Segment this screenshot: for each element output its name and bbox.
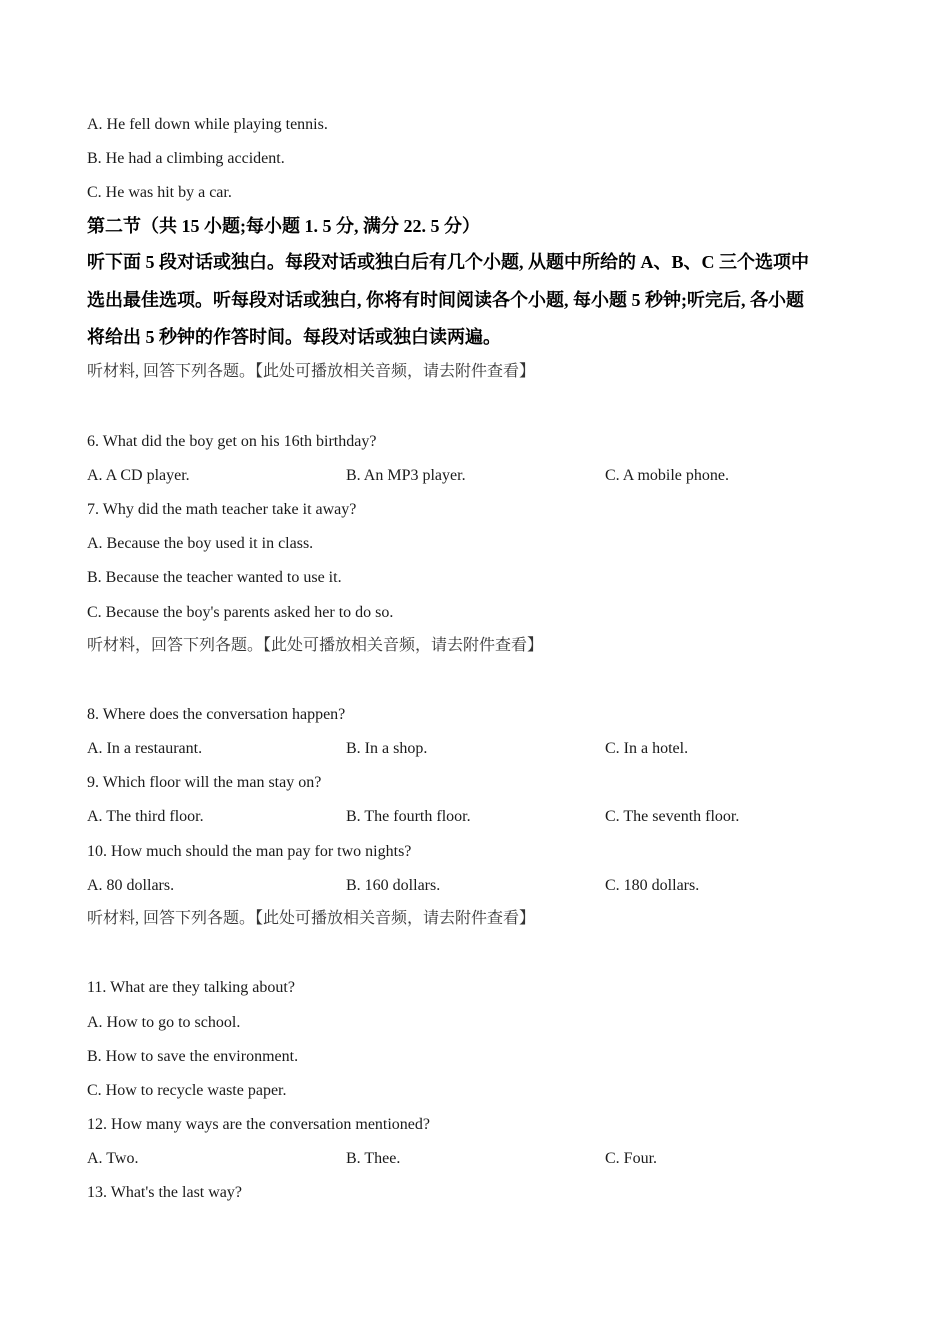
q10-option-c: C. 180 dollars. [605, 877, 700, 894]
q5-option-a: A. He fell down while playing tennis. [87, 116, 328, 133]
q9-option-a: A. The third floor. [87, 808, 204, 825]
q11-text: 11. What are they talking about? [87, 979, 295, 996]
q9-option-b: B. The fourth floor. [346, 808, 471, 825]
q12-option-c: C. Four. [605, 1150, 658, 1167]
q8-option-b: B. In a shop. [346, 740, 428, 757]
q11-option-a: A. How to go to school. [87, 1014, 241, 1031]
q9-text: 9. Which floor will the man stay on? [87, 774, 322, 791]
q12-option-a: A. Two. [87, 1150, 139, 1167]
q6-option-b: B. An MP3 player. [346, 467, 466, 484]
audio-note-1: 听材料, 回答下列各题。【此处可播放相关音频，请去附件查看】 [87, 363, 536, 380]
audio-note-2: 听材料，回答下列各题。【此处可播放相关音频，请去附件查看】 [87, 637, 544, 654]
q5-option-c: C. He was hit by a car. [87, 184, 232, 201]
q7-option-b: B. Because the teacher wanted to use it. [87, 569, 342, 586]
section2-instructions-line1: 听下面 5 段对话或独白。每段对话或独白后有几个小题, 从题中所给的 A、B、C 三个选项中 [87, 252, 810, 272]
q7-text: 7. Why did the math teacher take it away? [87, 501, 357, 518]
q7-option-a: A. Because the boy used it in class. [87, 535, 314, 552]
section2-instructions-line2: 选出最佳选项。听每段对话或独白, 你将有时间阅读各个小题, 每小题 5 秒钟;听完后, 各小题 [87, 290, 804, 310]
q8-text: 8. Where does the conversation happen? [87, 706, 346, 723]
q5-option-b: B. He had a climbing accident. [87, 150, 285, 167]
audio-note-3: 听材料, 回答下列各题。【此处可播放相关音频，请去附件查看】 [87, 910, 536, 927]
section2-heading: 第二节（共 15 小题;每小题 1. 5 分, 满分 22. 5 分） [87, 216, 480, 236]
q11-option-b: B. How to save the environment. [87, 1048, 299, 1065]
q10-option-b: B. 160 dollars. [346, 877, 441, 894]
q12-option-b: B. Thee. [346, 1150, 401, 1167]
q12-text: 12. How many ways are the conversation mentioned? [87, 1116, 431, 1133]
section2-instructions-line3: 将给出 5 秒钟的作答时间。每段对话或独白读两遍。 [87, 327, 501, 347]
q6-option-c: C. A mobile phone. [605, 467, 729, 484]
q7-option-c: C. Because the boy's parents asked her to do so. [87, 604, 394, 621]
q6-text: 6. What did the boy get on his 16th birthday? [87, 433, 377, 450]
q11-option-c: C. How to recycle waste paper. [87, 1082, 287, 1099]
q10-text: 10. How much should the man pay for two nights? [87, 843, 412, 860]
q10-option-a: A. 80 dollars. [87, 877, 175, 894]
q13-text: 13. What's the last way? [87, 1184, 242, 1201]
q6-option-a: A. A CD player. [87, 467, 190, 484]
q8-option-c: C. In a hotel. [605, 740, 689, 757]
q9-option-c: C. The seventh floor. [605, 808, 740, 825]
q8-option-a: A. In a restaurant. [87, 740, 203, 757]
